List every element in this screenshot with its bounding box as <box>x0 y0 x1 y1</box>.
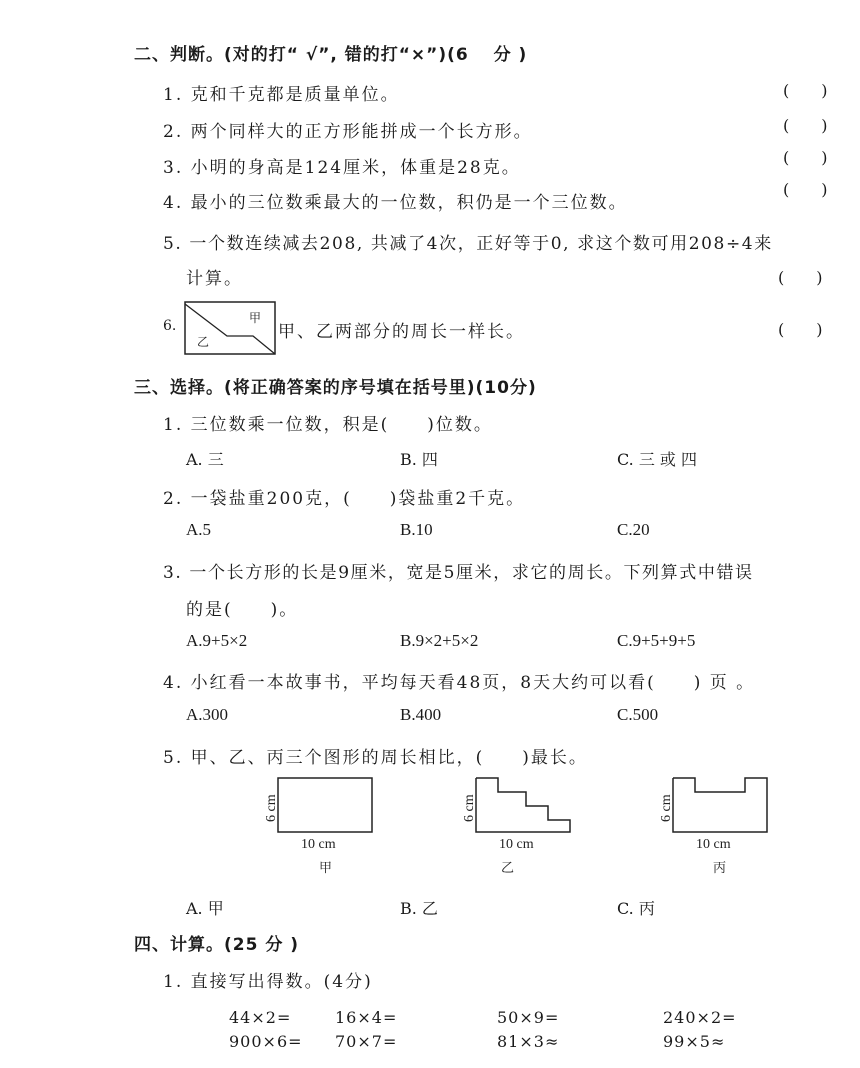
s2-answer-paren-4[interactable]: ( ) <box>783 180 828 199</box>
section4-title: 四、计算。(25 分 ) <box>134 935 300 955</box>
calc-item: 240×2= <box>663 1008 737 1027</box>
s3-q2-option-c[interactable]: C.20 <box>617 520 650 539</box>
figure-bing-height-label: 6 cm <box>659 794 674 822</box>
s3-q2-option-a[interactable]: A.5 <box>186 520 212 539</box>
s3-q4-option-c[interactable]: C.500 <box>617 705 659 724</box>
calc-item: 70×7= <box>335 1032 398 1051</box>
s3-question-4: 4. 小红看一本故事书，平均每天看48页，8天大约可以看( ) 页 。 <box>163 673 756 693</box>
s4-question-1: 1. 直接写出得数。(4分) <box>163 972 373 992</box>
s3-q1-option-b[interactable]: B. 四 <box>400 450 438 469</box>
calc-item: 99×5≈ <box>663 1032 726 1051</box>
s3-question-3-cont: 的是( )。 <box>186 600 299 620</box>
figure-bing-width-label: 10 cm <box>696 837 731 852</box>
s3-q1-option-a[interactable]: A. 三 <box>186 450 224 469</box>
section2-title: 二、判断。(对的打“ √”, 错的打“×”)(6 分 ) <box>134 45 528 65</box>
s2-answer-paren-3[interactable]: ( ) <box>783 148 828 167</box>
s2-q6-label-jia: 甲 <box>249 311 262 325</box>
s3-q3-option-c[interactable]: C.9+5+9+5 <box>617 631 696 650</box>
figure-jia-width-label: 10 cm <box>301 837 336 852</box>
s2-answer-paren-2[interactable]: ( ) <box>783 116 828 135</box>
s2-answer-paren-5[interactable]: ( ) <box>778 268 823 287</box>
s3-q5-option-b[interactable]: B. 乙 <box>400 899 438 918</box>
s3-q3-option-b[interactable]: B.9×2+5×2 <box>400 631 479 650</box>
s3-question-1: 1. 三位数乘一位数，积是( )位数。 <box>163 415 493 435</box>
s3-q4-option-b[interactable]: B.400 <box>400 705 442 724</box>
s3-question-2: 2. 一袋盐重200克，( )袋盐重2千克。 <box>163 489 526 509</box>
s3-q1-option-c[interactable]: C. 三 或 四 <box>617 450 698 469</box>
s3-q2-option-b[interactable]: B.10 <box>400 520 433 539</box>
figure-bing <box>653 772 783 882</box>
s3-q3-option-a[interactable]: A.9+5×2 <box>186 631 248 650</box>
calc-item: 44×2= <box>229 1008 292 1027</box>
s2-question-4: 4. 最小的三位数乘最大的一位数，积仍是一个三位数。 <box>163 193 628 213</box>
calc-item: 900×6= <box>229 1032 303 1051</box>
s2-question-6: 甲、乙两部分的周长一样长。 <box>278 322 525 342</box>
s2-q6-figure <box>183 300 277 356</box>
s2-question-2: 2. 两个同样大的正方形能拼成一个长方形。 <box>163 122 533 142</box>
s3-q5-option-a[interactable]: A. 甲 <box>186 899 224 918</box>
s3-question-3: 3. 一个长方形的长是9厘米，宽是5厘米，求它的周长。下列算式中错误 <box>163 563 754 583</box>
s2-question-5-cont: 计算。 <box>186 269 243 289</box>
s2-answer-paren-6[interactable]: ( ) <box>778 320 823 339</box>
s3-question-5: 5. 甲、乙、丙三个图形的周长相比，( )最长。 <box>163 748 588 768</box>
s3-q4-option-a[interactable]: A.300 <box>186 705 229 724</box>
s2-answer-paren-1[interactable]: ( ) <box>783 81 828 100</box>
figure-yi <box>456 772 586 882</box>
s2-question-5: 5. 一个数连续减去208, 共减了4次，正好等于0, 求这个数可用208÷4来 <box>163 234 773 254</box>
calc-item: 16×4= <box>335 1008 398 1027</box>
figure-yi-width-label: 10 cm <box>499 837 534 852</box>
figure-jia-name: 甲 <box>319 860 333 875</box>
s3-q5-option-c[interactable]: C. 丙 <box>617 899 655 918</box>
calc-item: 81×3≈ <box>497 1032 560 1051</box>
s2-q6-label-yi: 乙 <box>197 335 210 349</box>
calc-item: 50×9= <box>497 1008 560 1027</box>
section3-title: 三、选择。(将正确答案的序号填在括号里)(10分) <box>134 378 537 398</box>
s2-question-3: 3. 小明的身高是124厘米，体重是28克。 <box>163 158 521 178</box>
figure-bing-name: 丙 <box>713 860 727 875</box>
s2-question-1: 1. 克和千克都是质量单位。 <box>163 85 400 105</box>
s2-question-6-number: 6. <box>163 318 177 334</box>
figure-yi-name: 乙 <box>501 860 515 875</box>
figure-jia-height-label: 6 cm <box>264 794 279 822</box>
figure-yi-height-label: 6 cm <box>462 794 477 822</box>
figure-jia <box>258 772 388 882</box>
